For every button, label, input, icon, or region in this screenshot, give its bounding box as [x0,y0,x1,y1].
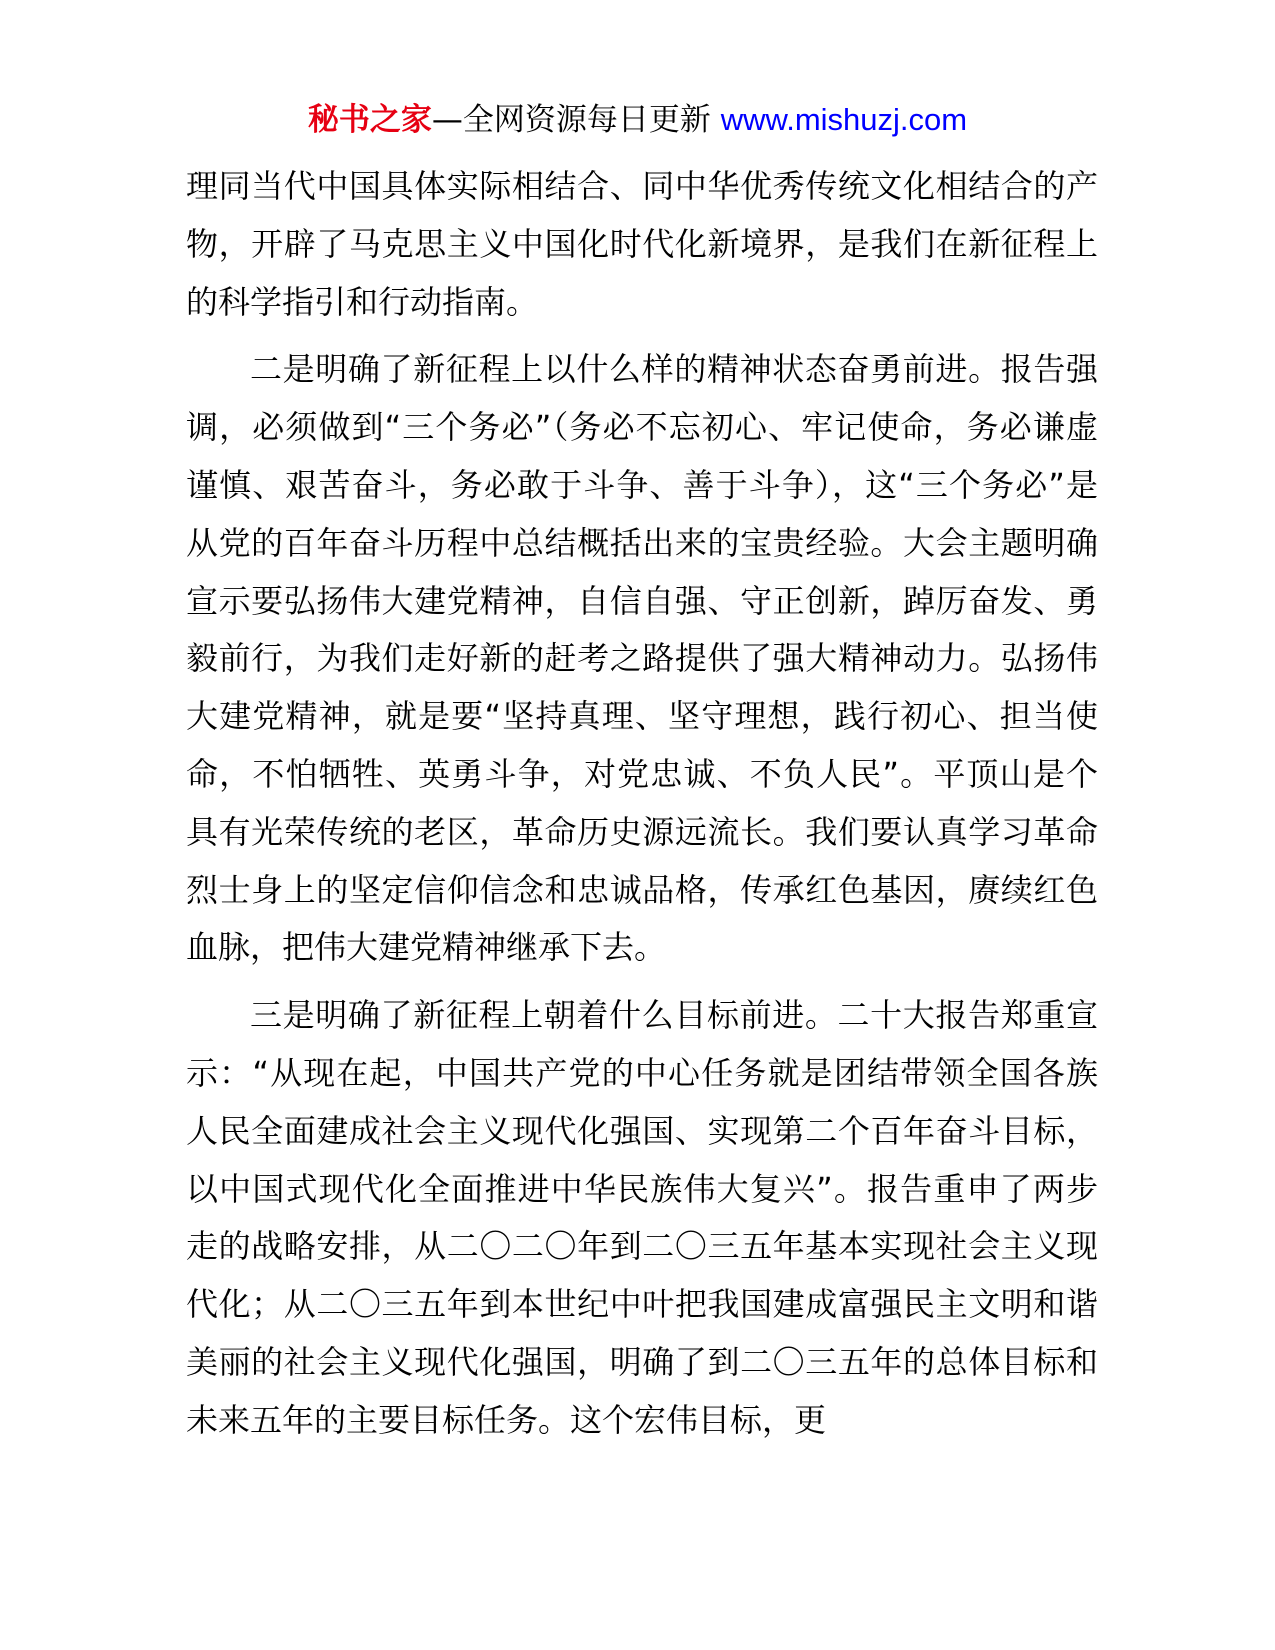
paragraph-third-point: 三是明确了新征程上朝着什么目标前进。二十大报告郑重宣示：“从现在起，中国共产党的中心任务就是团结带领全国各族人民全面建成社会主义现代化强国、实现第二个百年奋斗目标，以中国式现代化全面推进中华民族伟大复兴”。报告重申了两步走的战略安排，从二〇二〇年到二〇三五年基本实现社会主义现代化；从二〇三五年到本世纪中叶把我国建成富强民主文明和谐美丽的社会主义现代化强国，明确了到二〇三五年的总体目标和未来五年的主要目标任务。这个宏伟目标，更 [186,996,1098,1439]
site-name: 秘书之家 [307,102,432,138]
site-tagline: —全网资源每日更新 [431,102,711,138]
paragraph-continuation: 理同当代中国具体实际相结合、同中华优秀传统文化相结合的产物，开辟了马克思主义中国化时代化新境界，是我们在新征程上的科学指引和行动指南。 [186,167,1098,321]
paragraph-second-point: 二是明确了新征程上以什么样的精神状态奋勇前进。报告强调，必须做到“三个务必”（务必不忘初心、牢记使命，务必谦虚谨慎、艰苦奋斗，务必敢于斗争、善于斗争），这“三个务必”是从党的百年奋斗历程中总结概括出来的宝贵经验。大会主题明确宣示要弘扬伟大建党精神，自信自强、守正创新，踔厉奋发、勇毅前行，为我们走好新的赶考之路提供了强大精神动力。弘扬伟大建党精神，就是要“坚持真理、坚守理想，践行初心、担当使命，不怕牺牲、英勇斗争，对党忠诚、不负人民”。平顶山是个具有光荣传统的老区，革命历史源远流长。我们要认真学习革命烈士身上的坚定信仰信念和忠诚品格，传承红色基因，赓续红色血脉，把伟大建党精神继承下去。 [186,350,1098,967]
document-body [186,158,1098,1450]
site-url-link[interactable]: www.mishuzj.com [720,102,968,137]
page-header [0,98,1275,142]
